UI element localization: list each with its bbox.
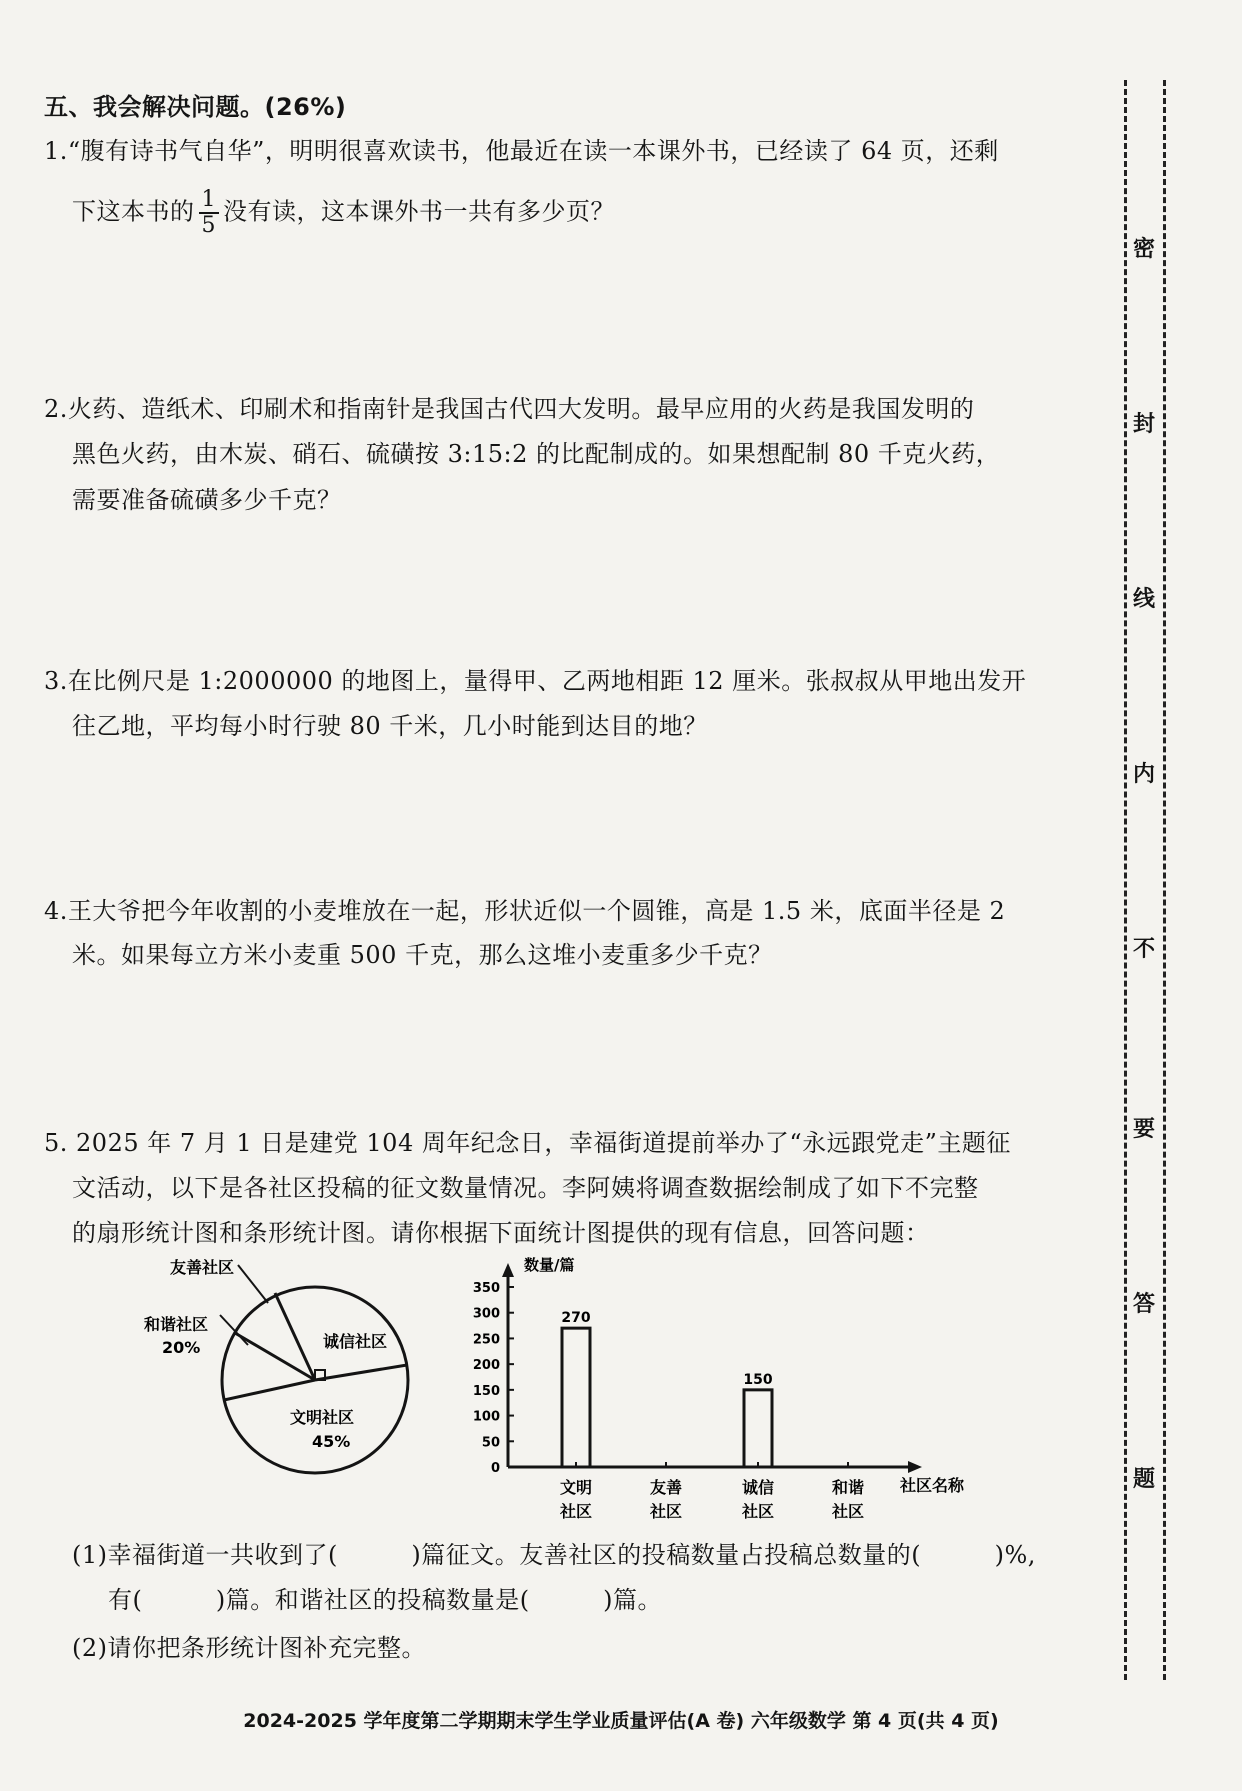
y-tick-label: 100 [472,1409,500,1425]
bar-chart [460,1255,1000,1525]
q3-line1: 3.在比例尺是 1:2000000 的地图上，量得甲、乙两地相距 12 厘米。张叔叔从甲地出发开 [44,667,1027,695]
seal-line-char: 题 [1130,1460,1158,1495]
seal-line-char: 要 [1130,1110,1158,1145]
bar-marks [473,1281,864,1521]
fraction-numerator: 1 [199,188,220,214]
seal-line-char: 封 [1130,405,1158,440]
q1-fraction [199,188,220,238]
x-tick-label: 社区 [831,1502,865,1521]
x-tick-label: 诚信 [741,1478,775,1497]
q1-text-before: 下这本书的 [72,197,195,226]
x-axis-arrow [908,1461,922,1473]
fraction-denominator: 5 [201,213,216,238]
q5-line3: 的扇形统计图和条形统计图。请你根据下面统计图提供的现有信息，回答问题： [72,1219,930,1247]
seal-line-char: 线 [1130,580,1158,615]
q4-line2: 米。如果每立方米小麦重 500 千克，那么这堆小麦重多少千克？ [72,941,773,969]
y-tick-label: 150 [472,1383,500,1399]
pie-chart [130,1255,430,1495]
pie-label-hexie: 和谐社区 [144,1315,209,1334]
x-tick-label: 社区 [559,1502,593,1521]
y-axis-label: 数量/篇 [524,1256,575,1274]
bar [744,1390,772,1467]
y-axis-arrow [502,1263,514,1277]
q1-line1: 1.“腹有诗书气自华”，明明很喜欢读书，他最近在读一本课外书，已经读了 64 页，还剩 [44,137,999,165]
x-tick-label: 文明 [559,1478,593,1497]
q5-sub2: (2)请你把条形统计图补充完整。 [72,1634,426,1662]
page-footer: 2024-2025 学年度第二学期期末学生学业质量评估(A 卷) 六年级数学 第 4 页(共 4 页) [243,1710,999,1732]
bar [562,1328,590,1467]
q5-sub1-line1: (1)幸福街道一共收到了( )篇征文。友善社区的投稿数量占投稿总数量的( )%, [72,1541,1036,1569]
x-tick-label: 和谐 [831,1478,865,1497]
q3-line2: 往乙地，平均每小时行驶 80 千米，几小时能到达目的地？ [72,712,708,740]
seal-line-outer [1163,80,1166,1680]
seal-line-inner [1124,80,1127,1680]
q1-line2 [72,188,615,238]
x-axis-label: 社区名称 [900,1476,965,1495]
q2-line1: 2.火药、造纸术、印刷术和指南针是我国古代四大发明。最早应用的火药是我国发明的 [44,395,975,423]
pie-label-youshan: 友善社区 [170,1258,235,1277]
seal-line-char: 答 [1130,1285,1158,1320]
pie-pct-hexie: 20% [162,1338,201,1357]
q2-line2: 黑色火药，由木炭、硝石、硫磺按 3:15:2 的比配制成的。如果想配制 80 千克火药， [72,440,1001,468]
q5-line2: 文活动，以下是各社区投稿的征文数量情况。李阿姨将调查数据绘制成了如下不完整 [72,1174,979,1202]
y-tick-label: 300 [472,1306,500,1322]
bar-data-label: 150 [743,1371,773,1388]
pie-leader-line-youshan [238,1265,268,1303]
pie-divider-wenming-hexie [224,1380,315,1400]
y-tick-label: 200 [472,1358,500,1374]
q1-text-after: 没有读，这本课外书一共有多少页？ [223,197,615,226]
pie-label-chengxin: 诚信社区 [323,1332,388,1351]
q2-line3: 需要准备硫磺多少千克？ [72,486,342,514]
section-title: 五、我会解决问题。(26%) [44,93,347,121]
seal-line-char: 不 [1130,930,1158,965]
q4-line1: 4.王大爷把今年收割的小麦堆放在一起，形状近似一个圆锥，高是 1.5 米，底面半径是 2 [44,897,1006,925]
seal-line-char: 密 [1130,230,1158,265]
pie-pct-wenming: 45% [312,1432,351,1451]
x-tick-label: 社区 [741,1502,775,1521]
q5-line1: 5. 2025 年 7 月 1 日是建党 104 周年纪念日，幸福街道提前举办了“永远跟党走”主题征 [44,1129,1011,1157]
q5-sub1-line2: 有( )篇。和谐社区的投稿数量是( )篇。 [108,1586,662,1614]
bar-data-label: 270 [561,1310,591,1327]
y-tick-label: 250 [472,1332,500,1348]
pie-label-wenming: 文明社区 [290,1408,355,1427]
y-tick-label: 350 [472,1281,500,1296]
x-tick-label: 社区 [649,1502,683,1521]
x-tick-label: 友善 [649,1478,683,1497]
y-tick-label: 0 [490,1461,500,1476]
seal-line-char: 内 [1130,755,1158,790]
y-tick-label: 50 [481,1435,500,1451]
pie-divider-chengxin-wenming [315,1365,407,1380]
